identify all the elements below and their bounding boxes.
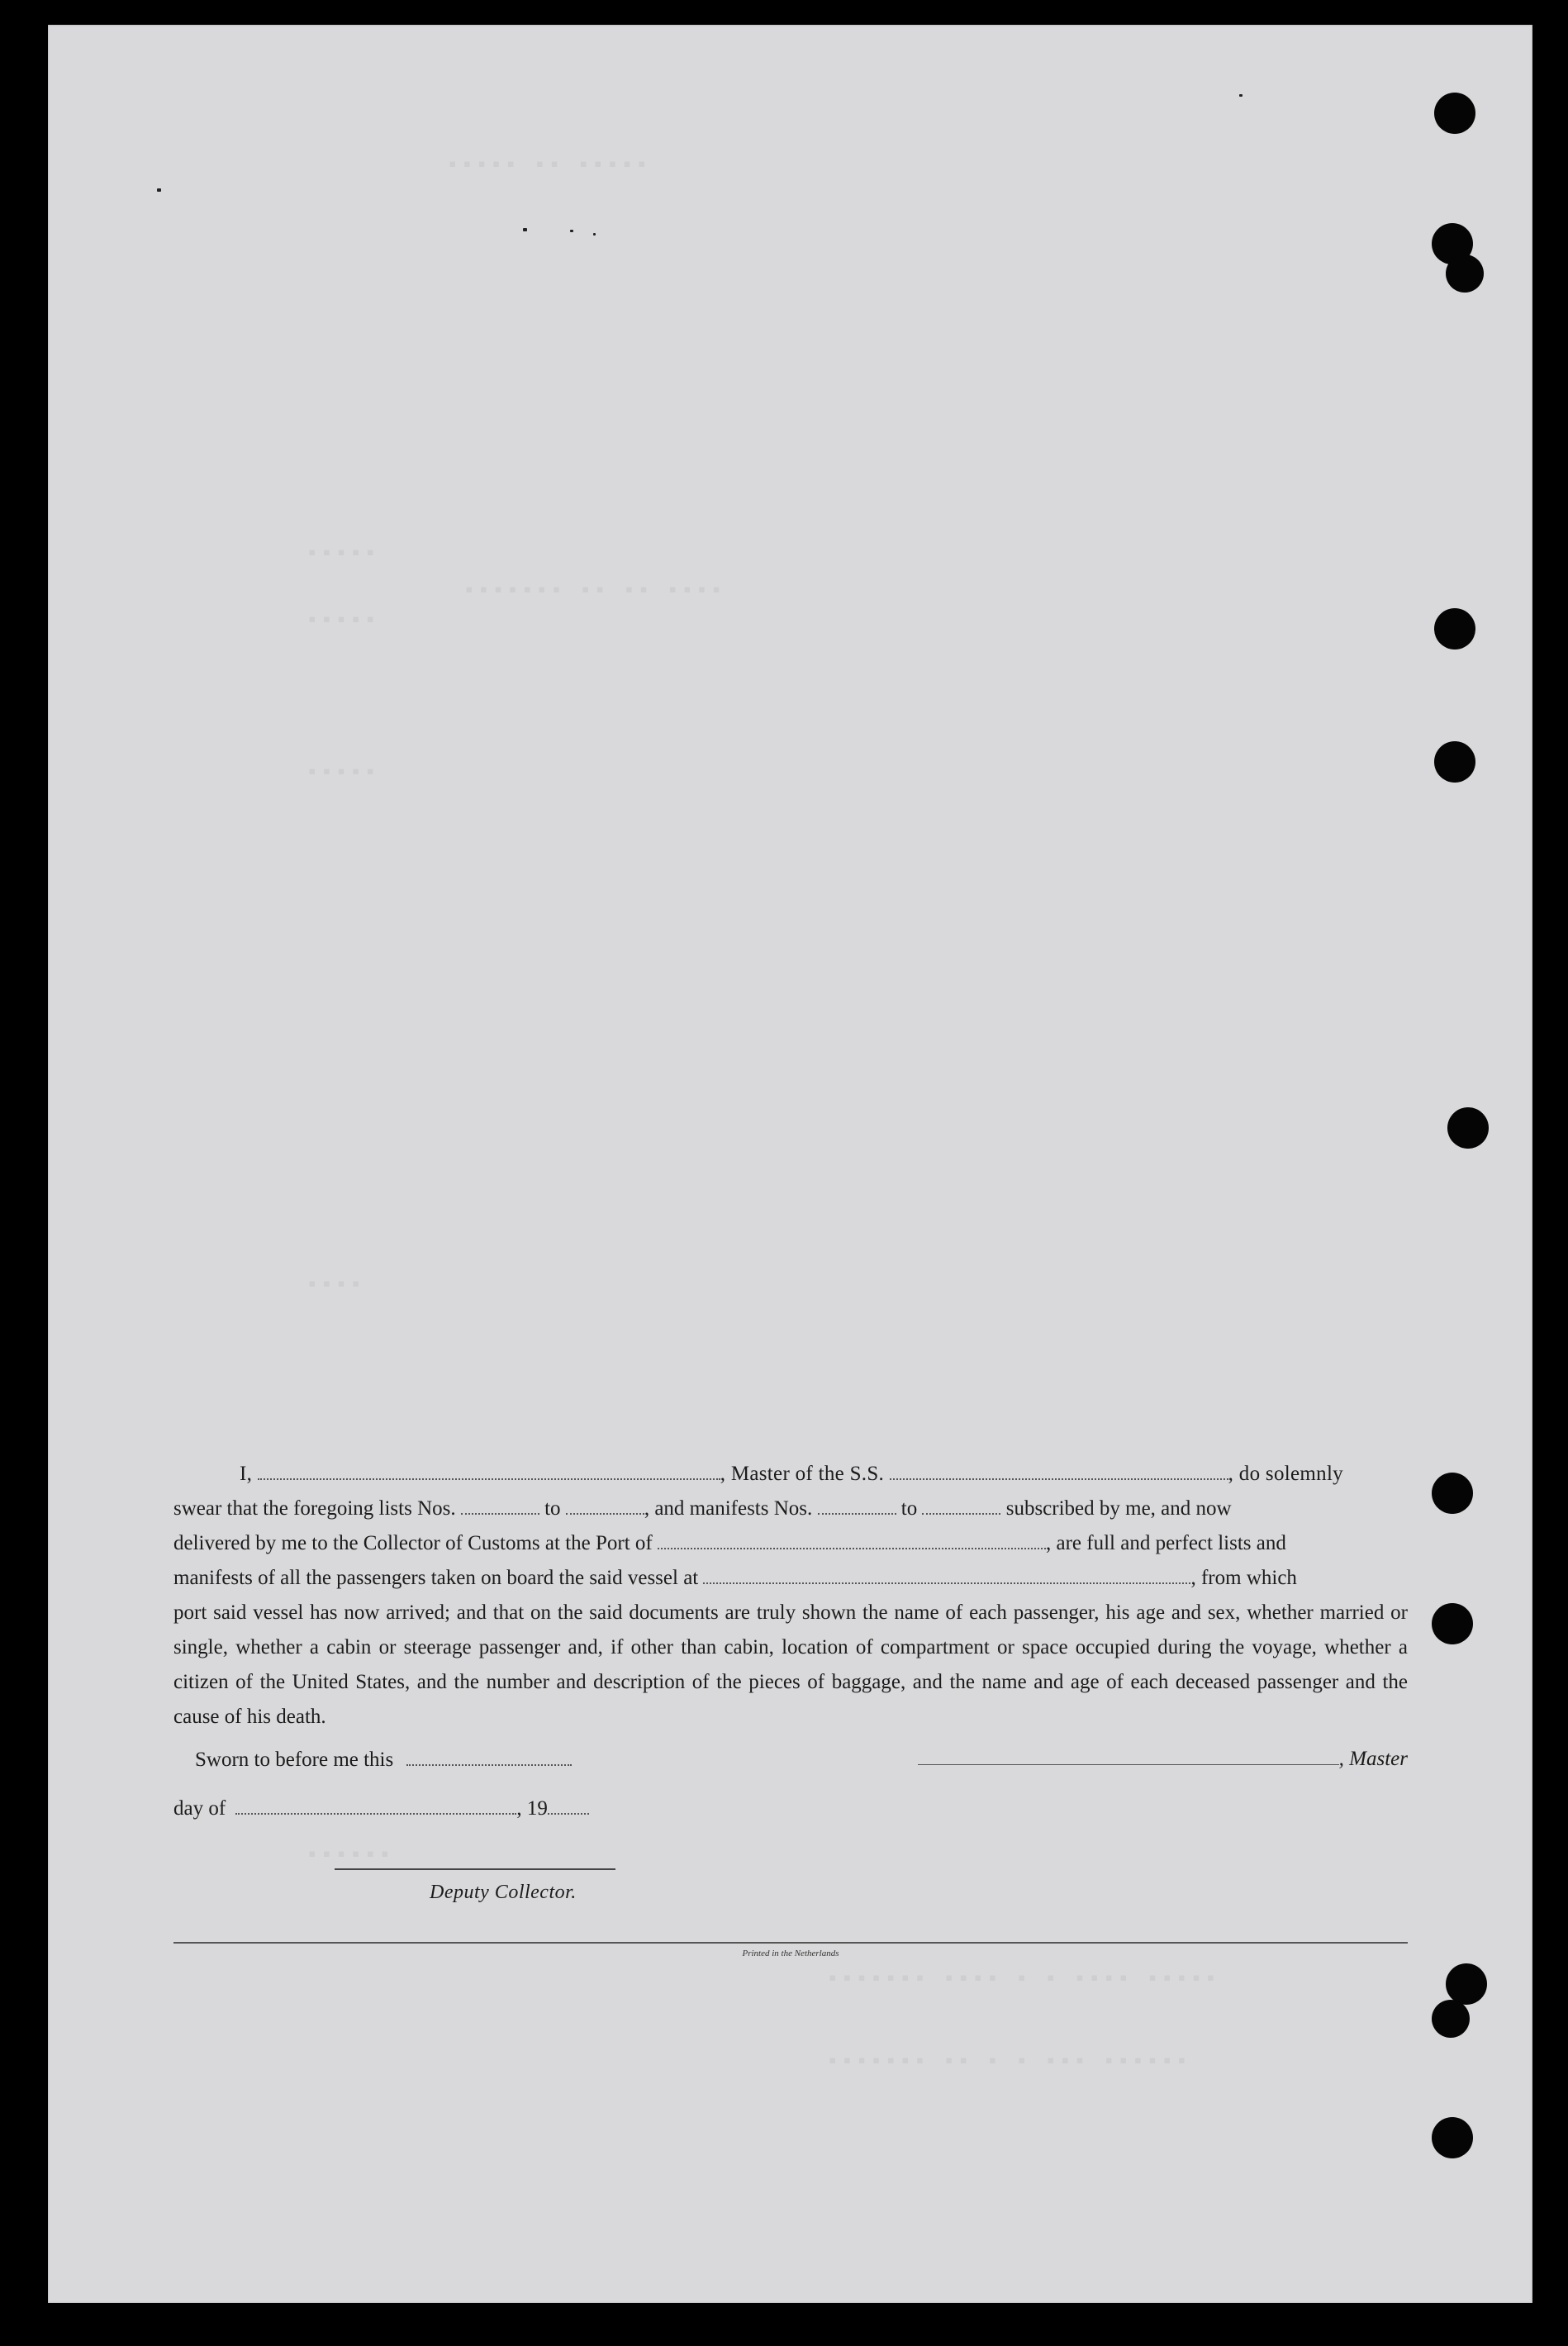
punch-hole xyxy=(1432,1603,1473,1644)
bleed-through-mark: ▪▪▪▪▪ ▪▪ ▪▪▪▪▪ xyxy=(446,153,650,178)
port-of-arrival-field[interactable] xyxy=(658,1531,1046,1549)
oath-i: I, xyxy=(240,1463,253,1485)
punch-hole xyxy=(1432,2117,1473,2158)
punch-hole xyxy=(1446,1963,1487,2005)
deputy-signature-line[interactable] xyxy=(335,1868,615,1870)
bleed-through-mark: ▪▪▪▪▪▪▪ ▪▪▪▪ ▪ ▪ ▪▪▪▪ ▪▪▪▪▪ xyxy=(826,1967,1219,1991)
oath-and-manifests: , and manifests Nos. xyxy=(644,1497,813,1520)
list-no-to-field[interactable] xyxy=(566,1497,644,1515)
scan-speck xyxy=(523,228,527,231)
oath-to-1: to xyxy=(544,1497,561,1520)
sworn-row xyxy=(195,1748,572,1772)
scan-speck xyxy=(1239,94,1243,97)
bleed-through-mark: ▪▪▪▪ xyxy=(306,1273,364,1297)
punch-hole xyxy=(1447,1107,1489,1149)
oath-paragraph xyxy=(173,1457,1408,1735)
bleed-through-mark: ▪▪▪▪▪ xyxy=(306,608,379,633)
year-prefix: , 19 xyxy=(516,1797,548,1820)
ship-name-field[interactable] xyxy=(890,1462,1228,1480)
manifest-no-from-field[interactable] xyxy=(818,1497,896,1515)
bleed-through-mark: ▪▪▪▪▪▪ xyxy=(306,1843,393,1868)
port-of-departure-field[interactable] xyxy=(703,1566,1190,1584)
scan-speck xyxy=(570,230,573,232)
sworn-label: Sworn to before me this xyxy=(195,1749,394,1771)
oath-manifests-of: manifests of all the passengers taken on board the said vessel at xyxy=(173,1567,699,1589)
punch-hole xyxy=(1432,1473,1473,1514)
master-label: , Master xyxy=(1338,1748,1408,1770)
scan-speck xyxy=(157,188,161,192)
punch-hole xyxy=(1432,2000,1470,2038)
master-signature-row xyxy=(905,1748,1408,1771)
list-no-from-field[interactable] xyxy=(461,1497,539,1515)
punch-hole xyxy=(1434,741,1475,783)
manifest-no-to-field[interactable] xyxy=(922,1497,1000,1515)
master-signature-field[interactable] xyxy=(918,1748,1339,1765)
oath-do-solemnly: , do solemnly xyxy=(1228,1463,1343,1485)
day-of-label: day of xyxy=(173,1797,226,1820)
oath-master-of-ss: , Master of the S.S. xyxy=(720,1463,885,1485)
master-name-field[interactable] xyxy=(258,1462,720,1480)
oath-body: port said vessel has now arrived; and that on the said documents are truly shown the name of each passenger, his age and sex, whether married or single, whether a cabin or steerage passenger and, if other than cabin, location of compartment or space occupied during the voyage, whether a citizen of the United States, and the number and description of the pieces of baggage, and the name and age of each deceased passenger and the cause of his death. xyxy=(173,1601,1408,1728)
day-month-field[interactable] xyxy=(235,1796,516,1815)
bleed-through-mark: ▪▪▪▪▪ xyxy=(306,541,379,566)
scan-speck xyxy=(593,233,596,236)
oath-are-full: , are full and perfect lists and xyxy=(1046,1532,1286,1554)
punch-hole xyxy=(1434,608,1475,650)
oath-swear: swear that the foregoing lists Nos. xyxy=(173,1497,456,1520)
oath-to-2: to xyxy=(900,1497,918,1520)
oath-subscribed: subscribed by me, and now xyxy=(1005,1497,1232,1520)
punch-hole xyxy=(1434,93,1475,134)
sworn-date-field[interactable] xyxy=(406,1748,572,1766)
document-page xyxy=(48,25,1532,2303)
bleed-through-mark: ▪▪▪▪▪ xyxy=(306,760,379,785)
footer-rule xyxy=(173,1942,1408,1944)
oath-delivered: delivered by me to the Collector of Customs at the Port of xyxy=(173,1532,653,1554)
oath-from-which: , from which xyxy=(1190,1567,1297,1589)
punch-hole xyxy=(1446,255,1484,293)
bleed-through-mark: ▪▪▪▪▪▪▪ ▪▪ ▪ ▪ ▪▪▪ ▪▪▪▪▪▪ xyxy=(826,2049,1190,2074)
printer-imprint: Printed in the Netherlands xyxy=(742,1949,839,1958)
year-field[interactable] xyxy=(548,1796,589,1815)
deputy-collector-label: Deputy Collector. xyxy=(430,1882,577,1903)
day-row xyxy=(173,1796,589,1820)
bleed-through-mark: ▪▪▪▪▪▪▪ ▪▪ ▪▪ ▪▪▪▪ xyxy=(463,578,725,603)
